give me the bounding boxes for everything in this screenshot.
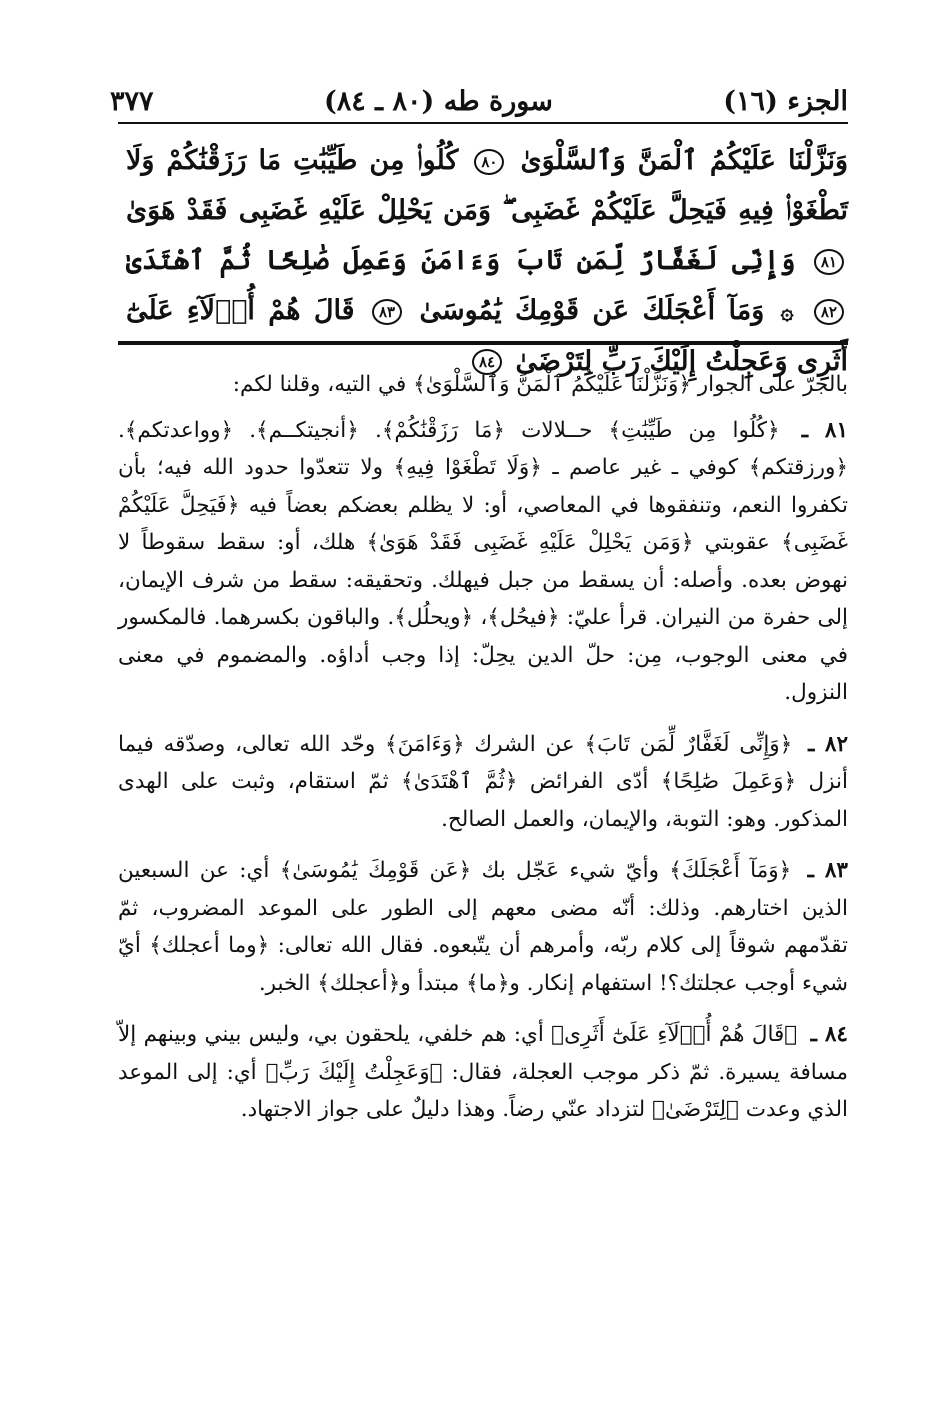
rub-el-hizb-icon: ۞ <box>780 298 794 325</box>
ayah-number-marker: ٨١ <box>814 249 844 275</box>
verse-number: ٨١ ـ <box>801 417 848 443</box>
commentary-text: ﴿وَمَآ أَعْجَلَكَ﴾ وأيّ شيء عَجّل بك ﴿عَن قَوْمِكَ يَٰمُوسَىٰ﴾ أي: عن السبعين الذين اختارهم. وذلك: أنّه مضى معهم إلى الطور على الموعد المضروب، ثمّ تقدّمهم شوقاً إلى كلام ربّه، وأمرهم أن يتّبعوه. فقال الله تعالى: ﴿وما أعجلك﴾ أيّ شيء أوجب عجلتك؟! استفهام إنكار. و﴿ما﴾ مبتدأ و﴿أعجلك﴾ الخبر. <box>118 858 848 996</box>
verse-number: ٨٣ ـ <box>807 858 848 883</box>
page-number: ٣٧٧ <box>110 85 154 117</box>
surah-title: سورة طه (٨٠ ـ ٨٤) <box>323 85 553 117</box>
ayah-number-marker: ٨٠ <box>474 149 504 175</box>
verse-segment: وَنَزَّلْنَا عَلَيْكُمُ ٱلْمَنَّ وَٱلسَّلْوَىٰ <box>520 145 848 176</box>
commentary-paragraph-81 <box>118 412 848 712</box>
verse-segment: وَإِنِّى لَغَفَّارٌ لِّمَن تَابَ وَءَامَنَ وَعَمِلَ صَٰلِحًا ثُمَّ ٱهْتَدَىٰ <box>126 245 796 276</box>
commentary-text: ﴿كُلُوا مِن طَيِّبَٰتِ﴾ حــلالات ﴿مَا رَزَقْنَٰكُمْ﴾. ﴿أنجيتكــم﴾. ﴿وواعدتكم﴾. ﴿ورزقتكم﴾ كوفي ـ غير عاصم ـ ﴿وَلَا تَطْغَوْا فِيهِ﴾ ولا تتعدّوا حدود الله فيه؛ بأن تكفروا النعم، وتنفقوها في المعاصي، أو: لا يظلم بعضكم بعضاً فيه ﴿فَيَحِلَّ عَلَيْكُمْ غَضَبِى﴾ عقوبتي ﴿وَمَن يَحْلِلْ عَلَيْهِ غَضَبِى فَقَدْ هَوَىٰ﴾ هلك، أو: سقط سقوطاً لا نهوض بعده. وأصله: أن يسقط من جبل فيهلك. وتحقيقه: سقط من شرف الإيمان، إلى حفرة من النيران. قرأ عليّ: ﴿فيحُل﴾، ﴿ويحلُل﴾. والباقون بكسرهما. فالمكسور في معنى الوجوب، مِن: حلّ الدين يحِلّ: إذا وجب أداؤه. والمضموم في معنى النزول. <box>118 417 848 705</box>
ayah-number-marker: ٨٤ <box>472 349 502 375</box>
commentary-intro: بالجرّ على الجوار ﴿وَنَزَّلْنَا عَلَيْكُمُ ٱلْمَنَّ وَٱلسَّلْوَىٰ﴾ في التيه، وقلنا لكم: <box>232 372 848 397</box>
commentary-text: ﴿وَإِنِّى لَغَفَّارٌ لِّمَن تَابَ﴾ عن الشرك ﴿وَءَامَنَ﴾ وحّد الله تعالى، وصدّقه فيما أنزل ﴿وَعَمِلَ صَٰلِحًا﴾ أدّى الفرائض ﴿ثُمَّ ٱهْتَدَىٰ﴾ ثمّ استقام، وثبت على الهدى المذكور. وهو: التوبة، والإيمان، والعمل الصالح. <box>118 731 848 832</box>
verse-segment: كُلُوا۟ مِن طَيِّبَٰتِ مَا رَزَقْنَٰكُمْ وَلَا تَطْغَوْا۟ فِيهِ فَيَحِلَّ عَلَيْكُمْ غَضَبِى ۖ وَمَن يَحْلِلْ عَلَيْهِ غَضَبِى فَقَدْ هَوَىٰ <box>126 145 848 226</box>
commentary-paragraph-83 <box>118 852 848 1002</box>
commentary-paragraph-82 <box>118 726 848 839</box>
commentary-paragraph-84 <box>118 1016 848 1129</box>
commentary-text: ﴿قَالَ هُمْ أُو۟لَآءِ عَلَىٰٓ أَثَرِى﴾ أي: هم خلفي، يلحقون بي، وليس بيني وبينهم إلاّ مسافة يسيرة. ثمّ ذكر موجب العجلة، فقال: ﴿وَعَجِلْتُ إِلَيْكَ رَبِّ﴾ أي: إلى الموعد الذي وعدت ﴿لِتَرْضَىٰ﴾ لتزداد عنّي رضاً. وهذا دليلٌ على جواز الاجتهاد. <box>118 1022 848 1122</box>
page-header <box>110 84 848 118</box>
ayah-number-marker: ٨٢ <box>814 299 844 325</box>
juz-label: الجزء (١٦) <box>723 85 848 117</box>
tafsir-commentary <box>118 366 848 1143</box>
header-divider <box>118 122 848 124</box>
ayah-number-marker: ٨٣ <box>372 299 402 325</box>
quran-divider <box>118 341 848 345</box>
quran-text-block <box>126 136 848 377</box>
verse-number: ٨٢ ـ <box>808 731 848 757</box>
verse-segment: قَالَ هُمْ أُو۟لَآءِ عَلَىٰٓ أَثَرِى وَعَجِلْتُ إِلَيْكَ رَبِّ لِتَرْضَىٰ <box>126 295 848 377</box>
verse-number: ٨٤ ـ <box>810 1022 848 1047</box>
verse-segment: وَمَآ أَعْجَلَكَ عَن قَوْمِكَ يَٰمُوسَىٰ <box>419 295 765 326</box>
